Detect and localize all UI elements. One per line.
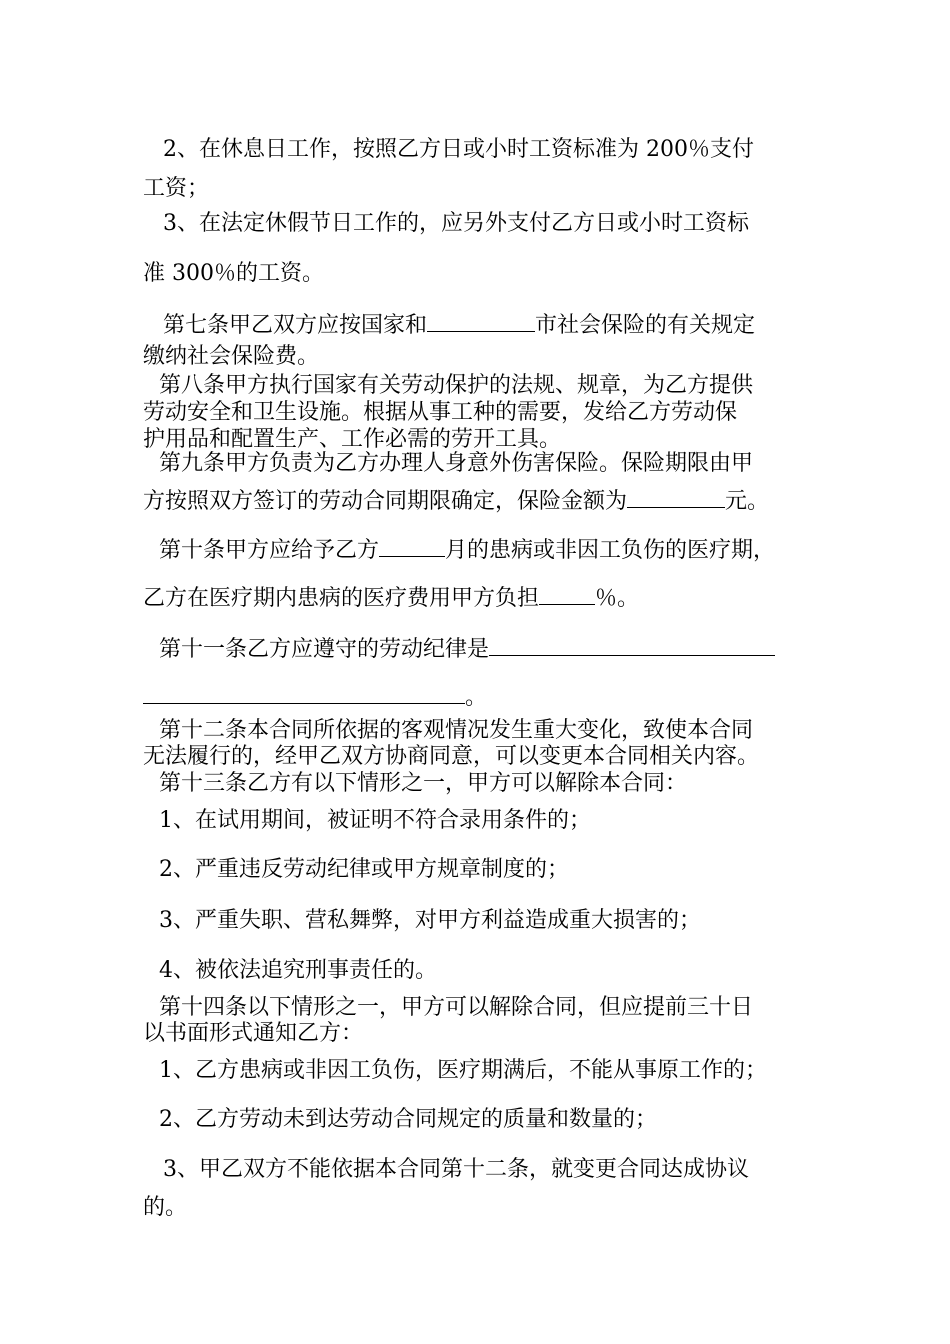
text-line: 3、甲乙双方不能依据本合同第十二条，就变更合同达成协议: [163, 1157, 749, 1182]
fill-in-blank: [539, 584, 595, 605]
text-line: 第八条甲方执行国家有关劳动保护的法规、规章，为乙方提供: [159, 373, 754, 398]
text-line: [143, 311, 833, 337]
text-line: 2、严重违反劳动纪律或甲方规章制度的；: [159, 857, 569, 882]
text-line: 1、在试用期间，被证明不符合录用条件的；: [159, 808, 591, 833]
text-line: 4、被依法追究刑事责任的。: [159, 958, 437, 983]
text-line: 缴纳社会保险费。: [143, 344, 320, 369]
text-line: 工资；: [143, 176, 210, 201]
text-line: 2、在休息日工作，按照乙方日或小时工资标准为 200％支付: [163, 137, 754, 162]
text-segment: 市社会保险的有关规定: [535, 313, 756, 338]
text-line: 第九条甲方负责为乙方办理人身意外伤害保险。保险期限由甲: [159, 451, 754, 476]
text-line: 第十二条本合同所依据的客观情况发生重大变化，致使本合同: [159, 718, 754, 743]
text-line: [143, 536, 829, 562]
text-segment: 第七条甲乙双方应按国家和: [163, 313, 428, 338]
fill-in-blank: [627, 487, 725, 508]
text-segment: 第十条甲方应给予乙方: [159, 538, 380, 563]
text-line: [143, 635, 829, 661]
fill-in-blank: [143, 683, 465, 704]
text-line: 的。: [143, 1195, 188, 1220]
text-line: 护用品和配置生产、工作必需的劳开工具。: [143, 427, 562, 452]
text-line: 以书面形式通知乙方：: [143, 1021, 364, 1046]
text-line: 劳动安全和卫生设施。根据从事工种的需要，发给乙方劳动保: [143, 400, 738, 425]
text-segment: ％。: [595, 586, 640, 611]
text-segment: 月的患病或非因工负伤的医疗期，: [445, 538, 776, 563]
fill-in-blank: [379, 536, 445, 557]
text-segment: 第十一条乙方应遵守的劳动纪律是: [159, 637, 490, 662]
text-segment: 。: [465, 685, 488, 710]
text-line: 3、严重失职、营私舞弊，对甲方利益造成重大损害的；: [159, 908, 701, 933]
text-line: 第十三条乙方有以下情形之一，甲方可以解除本合同：: [159, 771, 688, 796]
text-line: 无法履行的，经甲乙双方协商同意，可以变更本合同相关内容。: [143, 744, 760, 769]
text-line: 第十四条以下情形之一，甲方可以解除合同，但应提前三十日: [159, 995, 754, 1020]
text-segment: 方按照双方签订的劳动合同期限确定，保险金额为: [143, 489, 628, 514]
text-line: [143, 584, 813, 610]
text-segment: 乙方在医疗期内患病的医疗费用甲方负担: [143, 586, 540, 611]
fill-in-blank: [489, 635, 775, 656]
fill-in-blank: [427, 311, 535, 332]
text-segment: 元。: [725, 489, 770, 514]
text-line: 准 300％的工资。: [143, 261, 324, 286]
text-line: 1、乙方患病或非因工负伤，医疗期满后，不能从事原工作的；: [159, 1058, 767, 1083]
text-line: [143, 683, 813, 709]
text-line: 2、乙方劳动未到达劳动合同规定的质量和数量的；: [159, 1107, 657, 1132]
text-line: [143, 487, 813, 513]
text-line: 3、在法定休假节日工作的，应另外支付乙方日或小时工资标: [163, 211, 749, 236]
